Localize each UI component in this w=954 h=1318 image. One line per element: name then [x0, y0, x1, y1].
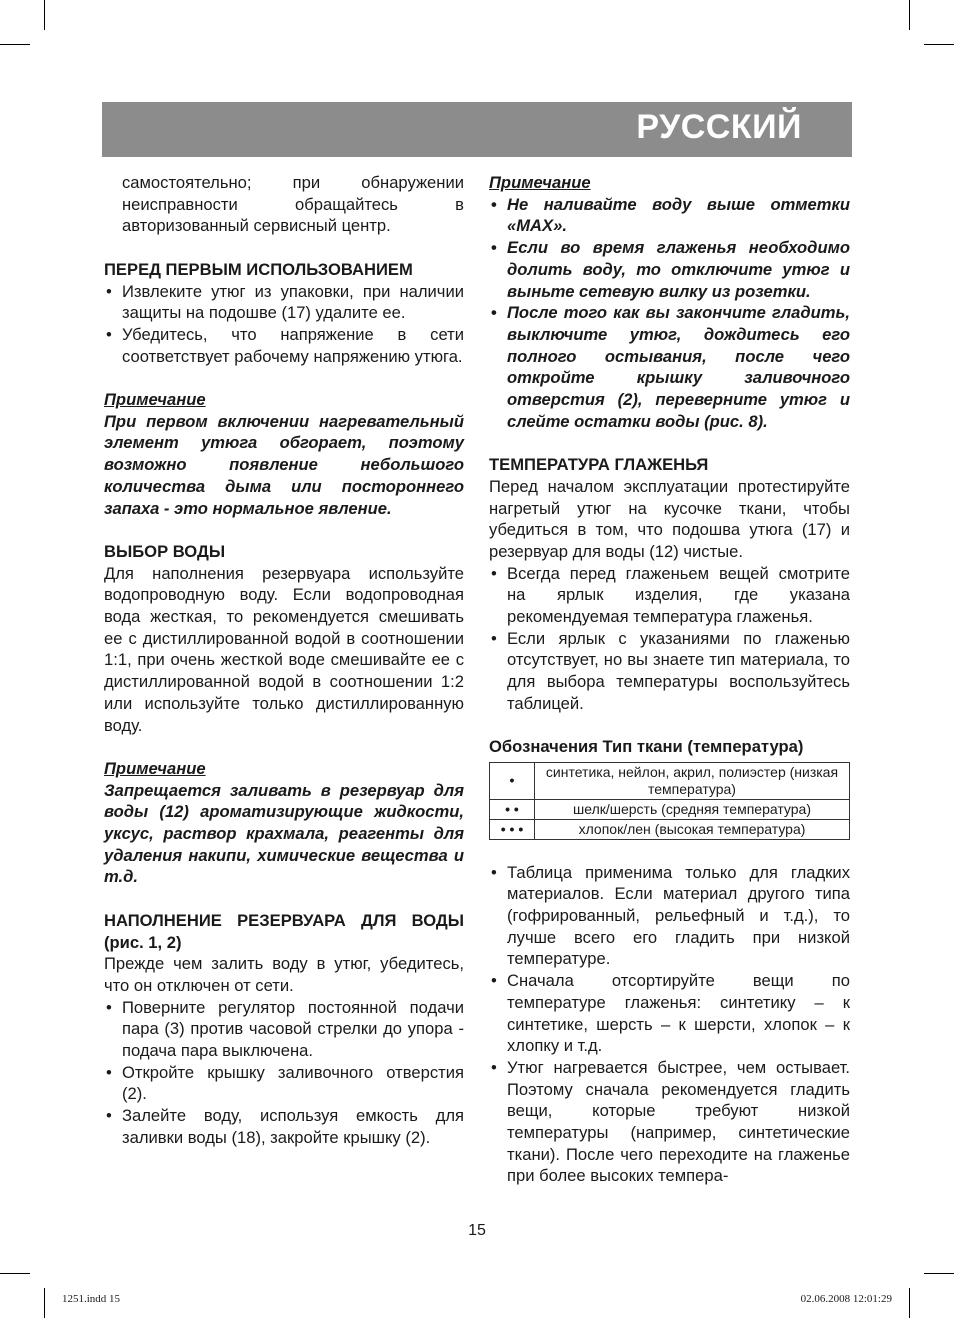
page-number: 15: [468, 1222, 486, 1239]
section-heading-water-choice: ВЫБОР ВОДЫ: [104, 541, 226, 561]
language-title: РУССКИЙ: [636, 108, 802, 146]
fabric-table-title: Обозначения Тип ткани (температура): [489, 737, 804, 757]
fabric-temperature-table: [489, 762, 850, 840]
crop-mark: [44, 0, 45, 30]
crop-mark: [909, 0, 910, 30]
list-item: • После того как вы закончите гладить, выключите утюг, дождитесь его полного остывания, после чего откройте крышку заливочного отверстия (2), переверните утюг и слейте остатки воды (рис. 8).: [491, 303, 850, 431]
table-cell-fabric: хлопок/лен (высокая температура): [535, 819, 850, 839]
list-item: • Всегда перед глаженьем вещей смотрите на ярлык изделия, где указана рекомендуемая температура глаженья.: [491, 563, 850, 627]
note-body: При первом включении нагревательный элемент утюга обгорает, поэтому возможно появление небольшого количества дыма или постороннего запаха - это нормальное явление.: [104, 411, 464, 518]
list-item: • Не наливайте воду выше отметки «MAX».: [491, 194, 850, 236]
section-heading-filling: НАПОЛНЕНИЕ РЕЗЕРВУАРА ДЛЯ ВОДЫ (рис. 1, 2): [104, 910, 464, 952]
table-row: [490, 799, 850, 819]
list-item: • Таблица применима только для гладких материалов. Если материал другого типа (гофрированный, рельефный и т.д.), то лучше всего его гладить при низкой температуре.: [491, 862, 850, 969]
list-item: • Извлеките утюг из упаковки, при наличии защиты на подошве (17) удалите ее.: [106, 281, 464, 323]
note-title: Примечание: [104, 758, 206, 778]
intro-paragraph: самостоятельно; при обнаружении неисправности обращайтесь в авторизованный сервисный центр.: [122, 173, 464, 236]
list-item: • Убедитесь, что напряжение в сети соответствует рабочему напряжению утюга.: [106, 324, 464, 366]
table-cell-fabric: синтетика, нейлон, акрил, полиэстер (низкая температура): [535, 762, 850, 799]
note-title: Примечание: [489, 173, 591, 192]
crop-mark: [44, 1288, 45, 1318]
section-heading-first-use: ПЕРЕД ПЕРВЫМ ИСПОЛЬЗОВАНИЕМ: [104, 259, 413, 279]
list-item: • Сначала отсортируйте вещи по температуре глаженья: синтетику – к синтетике, шерсть – к шерсти, хлопок – к хлопку и т.д.: [491, 971, 850, 1056]
footer-date-info: 02.06.2008 12:01:29: [800, 1293, 892, 1305]
crop-mark: [924, 1273, 954, 1274]
list-item: • Если ярлык с указаниями по глаженью отсутствует, но вы знаете тип материала, то для выбора температуры воспользуйтесь таблицей.: [491, 628, 850, 713]
note-body: Запрещается заливать в резервуар для воды (12) ароматизирующие жидкости, уксус, раствор крахмала, реагенты для удаления накипи, химические вещества и т.д.: [104, 780, 464, 887]
list-item: • Поверните регулятор постоянной подачи пара (3) против часовой стрелки до упора - подача пара выключена.: [106, 997, 464, 1061]
ironing-temperature-list: [489, 563, 850, 715]
list-item: • Залейте воду, используя емкость для заливки воды (18), закройте крышку (2).: [106, 1106, 464, 1147]
crop-mark: [0, 1273, 30, 1274]
ironing-temperature-paragraph: Перед началом эксплуатации протестируйте нагретый утюг на кусочке ткани, чтобы убедиться в том, что подошва утюга (17) и резервуар для воды (12) чистые.: [489, 476, 850, 561]
table-cell-symbol: •: [490, 762, 535, 799]
list-item: • Если во время глаженья необходимо долить воду, то отключите утюг и выньте сетевую вилку из розетки.: [491, 238, 850, 301]
filling-paragraph: Прежде чем залить воду в утюг, убедитесь, что он отключен от сети.: [104, 954, 464, 995]
crop-mark: [924, 44, 954, 45]
crop-mark: [909, 1288, 910, 1318]
list-item: • Откройте крышку заливочного отверстия (2).: [106, 1062, 464, 1104]
right-column: [489, 172, 850, 1187]
list-item: • Утюг нагревается быстрее, чем остывает. Поэтому сначала рекомендуется гладить вещи, которые требуют низкой температуры (например, синтетические ткани). После чего переходите на глаженье при более высоких темпера-: [491, 1057, 850, 1186]
filling-list: [104, 997, 464, 1149]
note-title: Примечание: [104, 390, 206, 409]
table-cell-symbol: • • •: [490, 819, 535, 839]
table-cell-symbol: • •: [490, 799, 535, 819]
table-row: [490, 819, 850, 839]
section-heading-ironing-temperature: ТЕМПЕРАТУРА ГЛАЖЕНЬЯ: [489, 455, 709, 475]
first-use-list: [104, 281, 464, 368]
water-choice-paragraph: Для наполнения резервуара используйте водопроводную воду. Если водопроводная вода жесткая, то рекомендуется смешивать ее с дистиллированной водой в соотношении 1:1, при очень жесткой воде смешивайте ее с дистиллированной водой в соотношении 1:2 или используйте только дистиллированную воду.: [104, 563, 464, 735]
crop-mark: [0, 44, 30, 45]
table-cell-fabric: шелк/шерсть (средняя температура): [535, 799, 850, 819]
footer-file-info: 1251.indd 15: [62, 1293, 121, 1305]
language-header-bar: [102, 102, 852, 157]
note-list: [489, 194, 850, 433]
ironing-tips-list: [489, 862, 850, 1188]
table-row: [490, 762, 850, 799]
left-column: [104, 172, 464, 1149]
